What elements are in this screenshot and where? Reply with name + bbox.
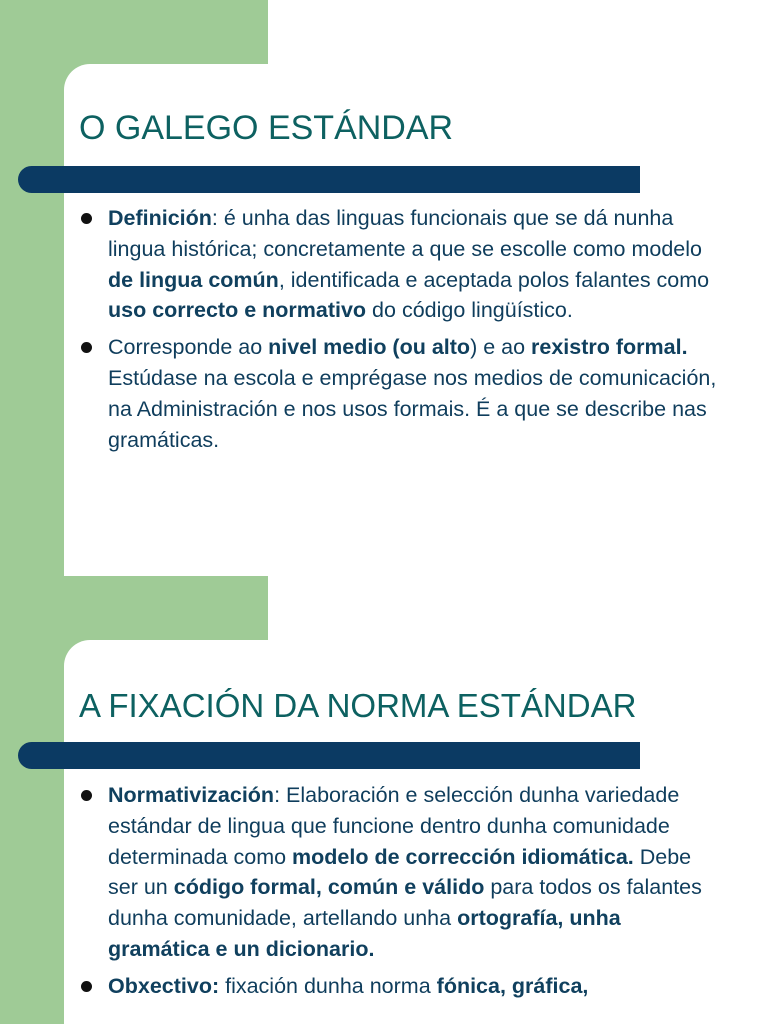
bullet-dot-icon	[81, 790, 92, 801]
bold-text: Obxectivo:	[108, 973, 220, 998]
text-run: do código lingüístico.	[366, 298, 573, 323]
text-run: ) e ao	[470, 335, 532, 360]
bullet-item	[80, 780, 720, 965]
bold-text: código formal, común e válido	[173, 875, 485, 900]
bold-text: fónica, gráfica,	[436, 973, 589, 998]
bold-text: uso correcto e normativo	[108, 298, 367, 323]
text-run: para todos os falantes dunha comunidade, artellando unha	[108, 875, 702, 931]
bold-text: rexistro formal.	[531, 335, 688, 360]
text-run: Corresponde ao	[108, 335, 269, 360]
text-run: : Elaboración e selección dunha variedade estándar de lingua que funcione dentro dunha comunidade determinada como	[108, 783, 680, 869]
bullet-dot-icon	[81, 981, 92, 992]
bold-text: nivel medio (ou alto	[268, 335, 471, 360]
bullet-list	[80, 203, 720, 461]
bullet-dot-icon	[81, 342, 92, 353]
title-divider-bar	[18, 166, 640, 193]
text-run: : é unha das linguas funcionais que se dá nunha lingua histórica; concretamente a que se escolle como modelo	[108, 206, 702, 261]
slide-title: O GALEGO ESTÁNDAR	[79, 109, 454, 147]
slide-2	[0, 576, 768, 1024]
bullet-dot-icon	[81, 213, 92, 224]
bold-text: Definición	[108, 206, 212, 230]
bullet-item	[80, 971, 720, 1002]
slide-title: A FIXACIÓN DA NORMA ESTÁNDAR	[79, 687, 637, 724]
bold-text: modelo de corrección idiomática.	[292, 844, 634, 869]
bold-text: de lingua común	[108, 267, 279, 292]
bullet-item	[80, 203, 720, 326]
title-divider-bar	[18, 742, 640, 769]
bullet-list	[80, 780, 720, 1008]
bullet-item	[80, 332, 720, 455]
bold-text: Normativización	[108, 783, 275, 807]
text-run: fixación dunha norma	[219, 973, 437, 998]
text-run: Debe ser un	[108, 844, 692, 900]
text-run: , identificada e aceptada polos falantes como	[278, 267, 710, 292]
text-run: Estúdase na escola e emprégase nos medios de comunicación, na Administración e nos usos formais. É a que se describe nas gramáticas.	[108, 365, 717, 452]
bold-text: ortografía, unha gramática e un dicionario.	[108, 906, 621, 961]
